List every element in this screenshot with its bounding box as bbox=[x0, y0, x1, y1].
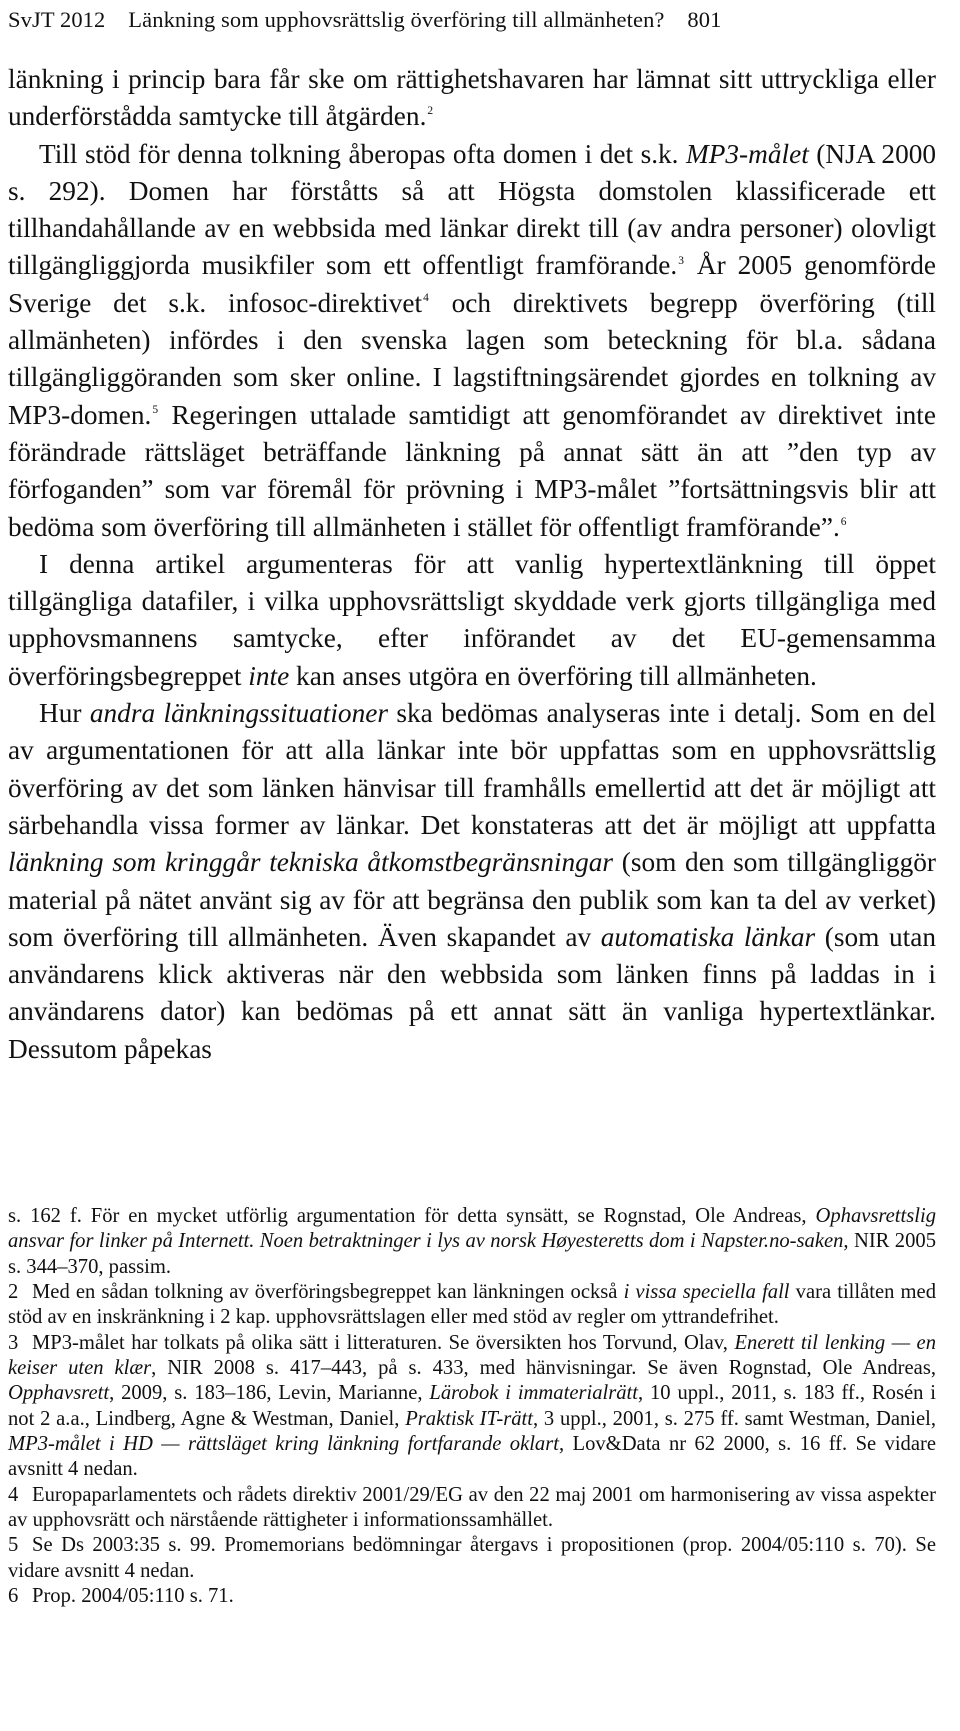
cited-title: Enerett til lenking — en keiser uten klær bbox=[8, 1331, 936, 1380]
emphasis: inte bbox=[248, 660, 290, 691]
running-header bbox=[8, 4, 936, 36]
footnote-6: 6 Prop. 2004/05:110 s. 71. bbox=[8, 1584, 936, 1609]
paragraph-2: Till stöd för denna tolkning åberopas ofta domen i det s.k. MP3-målet (NJA 2000 s. 292). Domen har förståtts så att Högsta domstolen klassificerade ett tillhandahållande av en webbsida med länkar direkt till (av andra personer) olovligt tillgängliggjorda musikfiler som ett offentligt framförande.$^3$ År 2005 genomförde Sverige det s.k. infosoc-direktivet$^4$ och direktivets begrepp överföring (till allmänheten) infördes i den svenska lagen som beteckning för bl.a. sådana tillgängliggöranden som sker online. I lagstiftningsärendet gjordes en tolkning av MP3-domen.$^5$ Regeringen uttalade samtidigt att genomförandet av direktivet inte förändrade rättsläget beträffande länkning på annat sätt än att ”den typ av förfoganden” som var föremål för prövning i MP3-målet ”fortsättningsvis blir att bedöma som överföring till allmänheten i stället för offentligt framförande”.$^6$ bbox=[8, 138, 937, 542]
footnote-4: 4 Europaparlamentets och rådets direktiv 2001/29/EG av den 22 maj 2001 om harmonisering av vissa aspekter av upphovsrätt och närstående rättigheter i informationssamhället. bbox=[8, 1483, 936, 1532]
footnote-ref-5: 5 bbox=[152, 403, 159, 416]
footnote-ref-4: 4 bbox=[423, 291, 429, 304]
footnote-number: 3 bbox=[8, 1331, 19, 1354]
emphasis: automatiska länkar bbox=[600, 921, 816, 952]
footnote-number: 2 bbox=[8, 1281, 19, 1304]
paragraph-4: Hur andra länkningssituationer ska bedömas analyseras inte i detalj. Som en del av argumentationen för att alla länkar inte bör uppfattas som en upphovsrättslig överföring av det som länken hänvisar till framhålls emellertid att det är möjligt att särbehandla vissa former av länkar. Det konstateras att det är möjligt att uppfatta länkning som kringgår tekniska åtkomstbegränsningar (som den som tillgängliggör material på nätet använt sig av för att begränsa den publik som kan ta del av verket) som överföring till allmänheten. Även skapandet av automatiska länkar (som utan användarens klick aktiveras när den webbsida som länken finns på laddas in i användarens dator) kan bedömas på ett annat sätt än vanliga hypertextlänkar. Dessutom påpekas bbox=[8, 698, 936, 1064]
footnote-number: 4 bbox=[8, 1483, 19, 1506]
footnote-ref-3: 3 bbox=[678, 254, 684, 267]
cited-title: Praktisk IT-rätt bbox=[405, 1407, 533, 1430]
footnote-5: 5 Se Ds 2003:35 s. 99. Promemorians bedömningar återgavs i propositionen (prop. 2004/05:110 s. 70). Se vidare avsnitt 4 nedan. bbox=[8, 1534, 936, 1582]
footnote-ref-2: 2 bbox=[427, 105, 434, 118]
case-name: MP3-målet bbox=[686, 138, 809, 169]
footnote-ref-6: 6 bbox=[840, 515, 847, 528]
footnote-number: 6 bbox=[8, 1585, 19, 1608]
cited-title: Lärobok i immaterialrätt bbox=[429, 1382, 638, 1405]
footnote-continued: s. 162 f. För en mycket utförlig argumentation för detta synsätt, se Rognstad, Ole Andreas, Ophavsrettslig ansvar for linker på Internett. Noen betraktninger i lys av norsk Høyesteretts dom i Napster.no-saken, NIR 2005 s. 344–370, passim. bbox=[8, 1205, 936, 1278]
cited-title: MP3-målet i HD — rättsläget kring länkning fortfarande oklart bbox=[8, 1433, 559, 1456]
footnote-number: 5 bbox=[8, 1534, 19, 1557]
emphasis: länkning som kringgår tekniska åtkomstbegränsningar bbox=[8, 847, 614, 878]
emphasis: andra länkningssituationer bbox=[89, 698, 388, 729]
footnotes bbox=[8, 1204, 936, 1610]
cited-title: Ophavsrettslig ansvar for linker på Internett. Noen betraktninger i lys av norsk Høyesteretts dom i Napster.no-saken bbox=[8, 1205, 936, 1253]
page-number: 801 bbox=[687, 7, 722, 32]
paragraph-3: I denna artikel argumenteras för att vanlig hypertextlänkning till öppet tillgängliga datafiler, i vilka upphovsrättsligt skyddade verk gjorts tillgängliga med upphovsmannens samtycke, efter införandet av det EU-gemensamma överföringsbegreppet inte kan anses utgöra en överföring till allmänheten. bbox=[8, 548, 936, 691]
article-title: Länkning som upphovsrättslig överföring till allmänheten? bbox=[128, 7, 665, 32]
footnote-2: 2 Med en sådan tolkning av överföringsbegreppet kan länkningen också i vissa speciella fall vara tillåten med stöd av en inskränkning i 2 kap. upphovsrättslagen eller med stöd av regler om yttrandefrihet. bbox=[8, 1281, 936, 1329]
paragraph-1: länkning i princip bara får ske om rättighetshavaren har lämnat sitt uttryckliga eller underförstådda samtycke till åtgärden.$^2$ bbox=[8, 64, 936, 132]
journal-name: SvJT 2012 bbox=[8, 7, 106, 32]
body-text bbox=[8, 61, 936, 1068]
cited-title: Opphavsrett bbox=[8, 1382, 110, 1405]
footnote-3: 3 MP3-målet har tolkats på olika sätt i litteraturen. Se översikten hos Torvund, Olav, Enerett til lenking — en keiser uten klær, NIR 2008 s. 417–443, på s. 433, med hänvisningar. Se även Rognstad, Ole Andreas, Opphavsrett, 2009, s. 183–186, Levin, Marianne, Lärobok i immaterialrätt, 10 uppl., 2011, s. 183 ff., Rosén i not 2 a.a., Lindberg, Agne & Westman, Daniel, Praktisk IT-rätt, 3 uppl., 2001, s. 275 ff. samt Westman, Daniel, MP3-målet i HD — rättsläget kring länkning fortfarande oklart, Lov&Data nr 62 2000, s. 16 ff. Se vidare avsnitt 4 nedan. bbox=[8, 1331, 937, 1481]
emphasis: i vissa speciella fall bbox=[623, 1281, 790, 1304]
